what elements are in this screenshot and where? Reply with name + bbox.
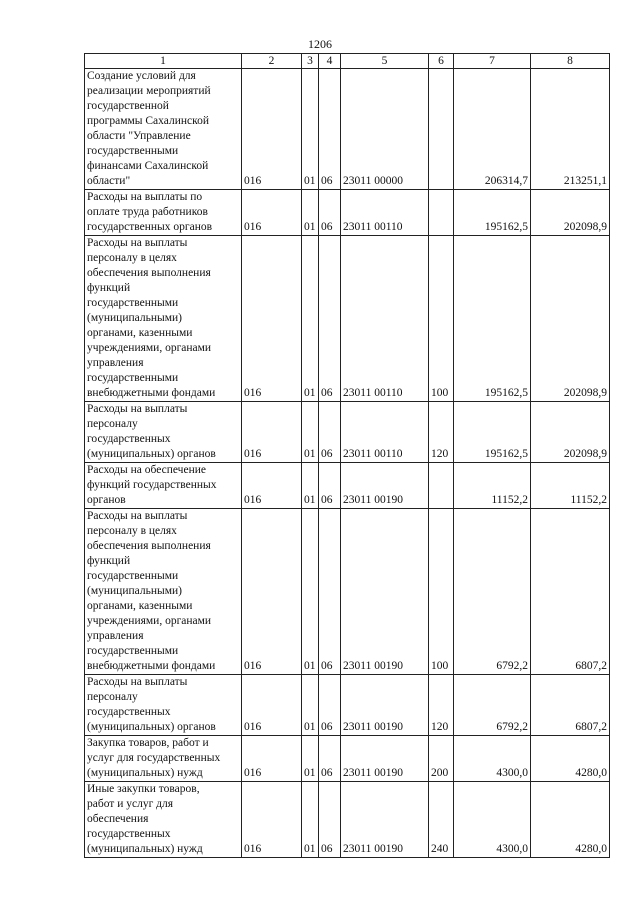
row-expense-type: 200: [429, 736, 454, 782]
row-subsection-code: 06: [319, 69, 341, 190]
row-expense-type: 100: [429, 509, 454, 675]
row-expense-type: 120: [429, 675, 454, 736]
row-expense-type: 120: [429, 402, 454, 463]
row-target-article: 23011 00110: [341, 402, 429, 463]
header-col-1: 1: [85, 54, 242, 69]
row-grbs-code: 016: [242, 190, 302, 236]
table-row: [85, 463, 610, 509]
header-row: [85, 54, 610, 69]
row-subsection-code: 06: [319, 236, 341, 402]
row-description: Расходы на выплаты персоналу государственных (муниципальных) органов: [85, 675, 242, 736]
row-target-article: 23011 00190: [341, 463, 429, 509]
row-target-article: 23011 00190: [341, 782, 429, 858]
row-expense-type: 100: [429, 236, 454, 402]
row-subsection-code: 06: [319, 782, 341, 858]
table-row: [85, 69, 610, 190]
row-subsection-code: 06: [319, 402, 341, 463]
row-section-code: 01: [302, 69, 319, 190]
row-section-code: 01: [302, 509, 319, 675]
budget-table: [84, 53, 610, 858]
row-target-article: 23011 00000: [341, 69, 429, 190]
header-col-7: 7: [454, 54, 531, 69]
row-description: Закупка товаров, работ и услуг для государственных (муниципальных) нужд: [85, 736, 242, 782]
table-row: [85, 402, 610, 463]
table-row: [85, 782, 610, 858]
table-row: [85, 236, 610, 402]
row-target-article: 23011 00190: [341, 675, 429, 736]
row-subsection-code: 06: [319, 190, 341, 236]
row-grbs-code: 016: [242, 509, 302, 675]
header-col-5: 5: [341, 54, 429, 69]
row-amount-year-2: 6807,2: [531, 509, 610, 675]
row-amount-year-1: 4300,0: [454, 736, 531, 782]
row-amount-year-2: 202098,9: [531, 190, 610, 236]
row-grbs-code: 016: [242, 236, 302, 402]
row-amount-year-1: 195162,5: [454, 236, 531, 402]
table-row: [85, 675, 610, 736]
row-expense-type: [429, 190, 454, 236]
row-expense-type: [429, 69, 454, 190]
row-amount-year-2: 4280,0: [531, 782, 610, 858]
row-target-article: 23011 00190: [341, 509, 429, 675]
row-expense-type: [429, 463, 454, 509]
row-subsection-code: 06: [319, 675, 341, 736]
row-amount-year-2: 202098,9: [531, 236, 610, 402]
row-section-code: 01: [302, 236, 319, 402]
row-grbs-code: 016: [242, 463, 302, 509]
row-expense-type: 240: [429, 782, 454, 858]
row-subsection-code: 06: [319, 736, 341, 782]
row-amount-year-2: 6807,2: [531, 675, 610, 736]
row-section-code: 01: [302, 463, 319, 509]
row-subsection-code: 06: [319, 463, 341, 509]
row-amount-year-2: 202098,9: [531, 402, 610, 463]
row-grbs-code: 016: [242, 69, 302, 190]
header-col-2: 2: [242, 54, 302, 69]
table-row: [85, 190, 610, 236]
row-subsection-code: 06: [319, 509, 341, 675]
row-amount-year-1: 4300,0: [454, 782, 531, 858]
row-grbs-code: 016: [242, 402, 302, 463]
row-target-article: 23011 00190: [341, 736, 429, 782]
row-grbs-code: 016: [242, 675, 302, 736]
table-row: [85, 736, 610, 782]
header-col-3: 3: [302, 54, 319, 69]
row-amount-year-2: 213251,1: [531, 69, 610, 190]
table-body: [85, 69, 610, 858]
row-description: Расходы на выплаты персоналу государственных (муниципальных) органов: [85, 402, 242, 463]
row-amount-year-2: 4280,0: [531, 736, 610, 782]
row-section-code: 01: [302, 782, 319, 858]
header-col-6: 6: [429, 54, 454, 69]
row-section-code: 01: [302, 736, 319, 782]
row-grbs-code: 016: [242, 736, 302, 782]
row-amount-year-1: 6792,2: [454, 675, 531, 736]
row-description: Расходы на выплаты персоналу в целях обеспечения выполнения функций государственными (муниципальными) органами, казенными учреждениями, органами управления государственными внебюджетными фондами: [85, 509, 242, 675]
header-col-8: 8: [531, 54, 610, 69]
page-number: 1206: [308, 37, 332, 51]
row-target-article: 23011 00110: [341, 236, 429, 402]
row-amount-year-2: 11152,2: [531, 463, 610, 509]
row-description: Создание условий для реализации мероприятий государственной программы Сахалинской области "Управление государственными финансами Сахалинской области": [85, 69, 242, 190]
row-amount-year-1: 206314,7: [454, 69, 531, 190]
row-section-code: 01: [302, 402, 319, 463]
row-description: Расходы на выплаты по оплате труда работников государственных органов: [85, 190, 242, 236]
row-grbs-code: 016: [242, 782, 302, 858]
row-amount-year-1: 195162,5: [454, 190, 531, 236]
row-amount-year-1: 195162,5: [454, 402, 531, 463]
row-section-code: 01: [302, 190, 319, 236]
table-row: [85, 509, 610, 675]
row-amount-year-1: 11152,2: [454, 463, 531, 509]
header-col-4: 4: [319, 54, 341, 69]
row-target-article: 23011 00110: [341, 190, 429, 236]
row-amount-year-1: 6792,2: [454, 509, 531, 675]
row-description: Расходы на обеспечение функций государственных органов: [85, 463, 242, 509]
row-section-code: 01: [302, 675, 319, 736]
row-description: Иные закупки товаров, работ и услуг для обеспечения государственных (муниципальных) нужд: [85, 782, 242, 858]
row-description: Расходы на выплаты персоналу в целях обеспечения выполнения функций государственными (муниципальными) органами, казенными учреждениями, органами управления государственными внебюджетными фондами: [85, 236, 242, 402]
